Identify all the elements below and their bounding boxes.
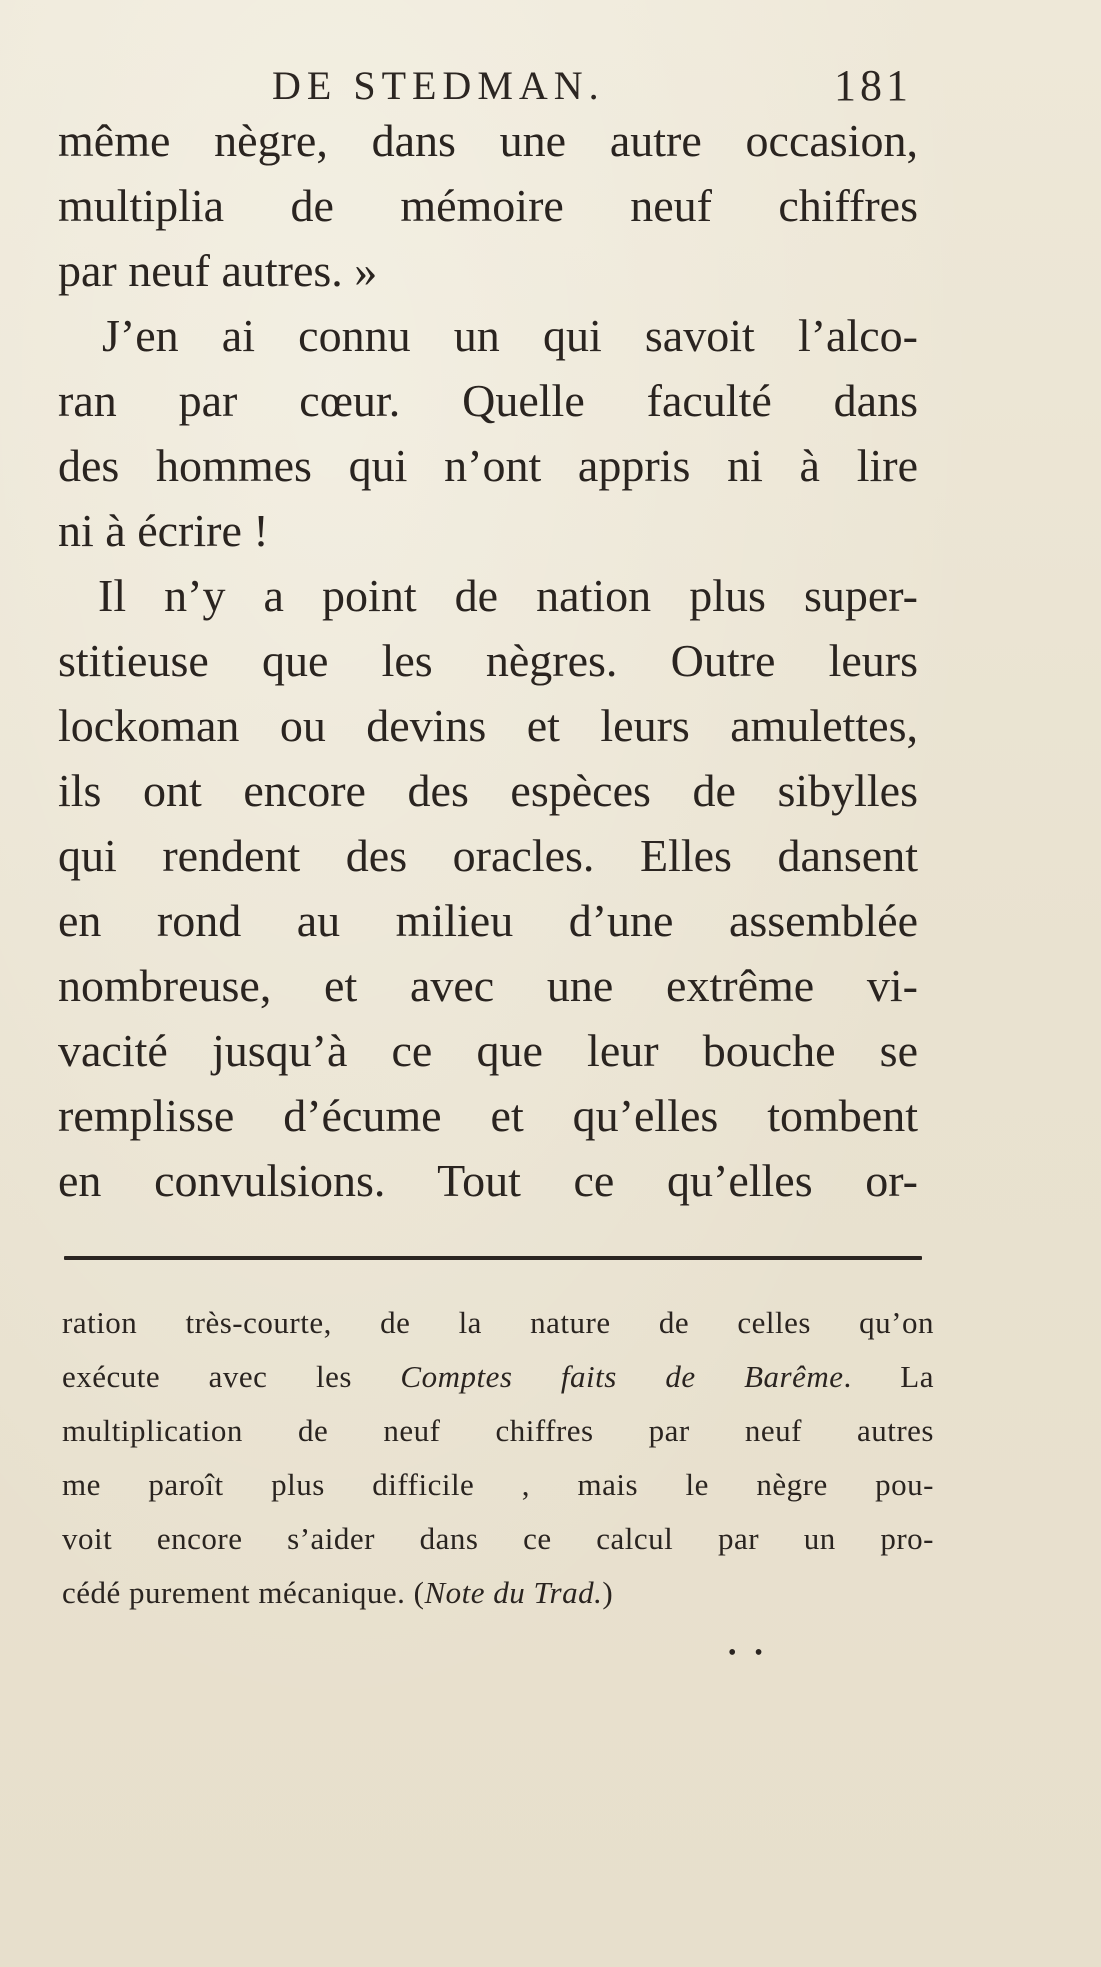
footnote-line — [62, 1350, 934, 1404]
body-line: J’en ai connu un qui savoit l’alco- — [102, 310, 918, 361]
body-line: lockoman ou devins et leurs amulettes, — [58, 700, 918, 751]
body-line: nombreuse, et avec une extrême vi- — [58, 960, 918, 1011]
footnote-text: cédé purement mécanique. ( — [62, 1575, 425, 1610]
footnote-line — [62, 1566, 934, 1620]
body-line: même nègre, dans une autre occasion, — [58, 115, 918, 166]
body-line: stitieuse que les nègres. Outre leurs — [58, 635, 918, 686]
body-line: par neuf autres. » — [58, 245, 378, 296]
body-line: en rond au milieu d’une assemblée — [58, 895, 918, 946]
page-number: 181 — [834, 61, 912, 110]
footnote-text: exécute avec les — [62, 1359, 401, 1394]
page-header — [272, 52, 912, 112]
footnote-italic-title: Comptes faits de Barême — [400, 1359, 844, 1394]
footnote-text: . La — [843, 1359, 934, 1394]
body-line: remplisse d’écume et qu’elles tombent — [58, 1090, 918, 1141]
running-head: DE STEDMAN. — [272, 63, 605, 108]
body-line: multiplia de mémoire neuf chiffres — [58, 180, 918, 231]
footnote-line: voit encore s’aider dans ce calcul par un pro- — [62, 1521, 934, 1556]
body-line: qui rendent des oracles. Elles dansent — [58, 830, 918, 881]
footnote — [62, 1296, 934, 1620]
footnote-italic-note: Note du Trad. — [424, 1575, 603, 1610]
footnote-rule — [64, 1256, 922, 1260]
signature-mark: • • — [728, 1640, 769, 1666]
body-text — [58, 108, 918, 1213]
body-line: Il n’y a point de nation plus super- — [98, 570, 918, 621]
body-line: en convulsions. Tout ce qu’elles or- — [58, 1155, 918, 1206]
body-line: ni à écrire ! — [58, 505, 269, 556]
footnote-text: ) — [602, 1575, 614, 1610]
body-line: vacité jusqu’à ce que leur bouche se — [58, 1025, 918, 1076]
body-line: ran par cœur. Quelle faculté dans — [58, 375, 918, 426]
body-line: des hommes qui n’ont appris ni à lire — [58, 440, 918, 491]
footnote-line: me paroît plus difficile , mais le nègre pou- — [62, 1467, 934, 1502]
footnote-line: ration très-courte, de la nature de celles qu’on — [62, 1305, 934, 1340]
footnote-line: multiplication de neuf chiffres par neuf autres — [62, 1413, 934, 1448]
body-line: ils ont encore des espèces de sibylles — [58, 765, 918, 816]
